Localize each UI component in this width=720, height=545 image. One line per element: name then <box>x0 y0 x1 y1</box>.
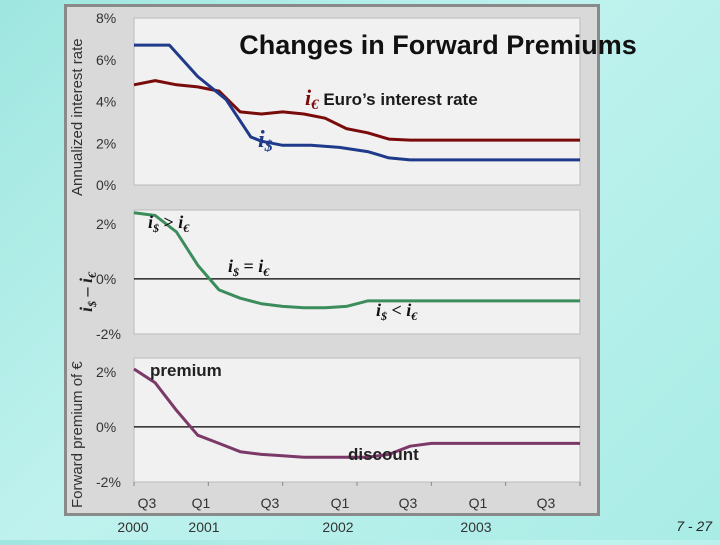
y-axis-label-rate: Annualized interest rate <box>69 38 86 196</box>
y-tick-label: 2% <box>96 135 117 152</box>
differential-annotation: $i_{\$} < i_€$ <box>376 300 418 323</box>
y-tick-label: 0% <box>96 177 117 193</box>
y-axis-label-premium: Forward premium of € <box>69 361 86 508</box>
premium-label: premium <box>150 361 222 380</box>
x-year-label: 2003 <box>460 519 492 535</box>
chart-title: Changes in Forward Premiums <box>239 30 637 60</box>
x-tick-label: Q3 <box>398 495 418 511</box>
differential-annotation: $i_{\$} = i_€$ <box>228 256 270 279</box>
discount-label: discount <box>348 445 419 464</box>
x-tick-label: Q3 <box>260 495 280 511</box>
x-year-label: 2000 <box>117 519 149 535</box>
dollar-rate-label: i$ <box>258 127 273 155</box>
x-tick-label: Q3 <box>536 495 556 511</box>
y-tick-label: -2% <box>96 326 121 342</box>
x-tick-label: Q1 <box>191 495 211 511</box>
differential-annotation: $i_{\$} > i_€$ <box>148 212 190 235</box>
x-tick-label: Q1 <box>468 495 488 511</box>
x-tick-label: Q1 <box>330 495 350 511</box>
x-year-label: 2001 <box>188 519 220 535</box>
y-tick-label: 0% <box>96 270 117 287</box>
y-tick-label: 8% <box>96 10 117 26</box>
y-tick-label: 2% <box>96 363 117 380</box>
x-year-label: 2002 <box>322 519 354 535</box>
x-tick-label: Q3 <box>137 495 157 511</box>
y-tick-label: 0% <box>96 418 117 435</box>
slide-number: 7 - 27 <box>676 518 712 534</box>
y-tick-label: 4% <box>96 93 117 110</box>
y-tick-label: 2% <box>96 215 117 232</box>
y-axis-label-differential: $i_{\$} - i_€$ <box>76 271 99 312</box>
plot-area <box>134 210 580 334</box>
y-tick-label: -2% <box>96 474 121 490</box>
euro-rate-label: i€ Euro’s interest rate <box>305 85 478 113</box>
y-tick-label: 6% <box>96 51 117 68</box>
